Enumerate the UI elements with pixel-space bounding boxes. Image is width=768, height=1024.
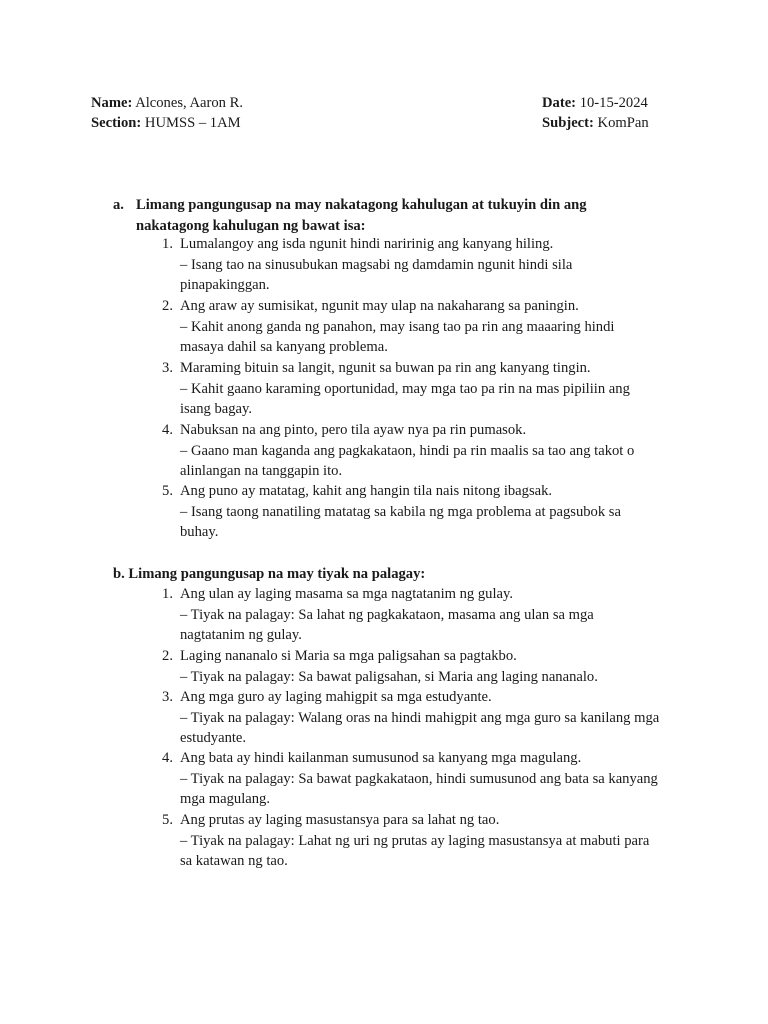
- item-meaning-line-1: – Isang taong nanatiling matatag sa kabila ng mga problema at pagsubok sa: [180, 503, 621, 520]
- item-number: 4.: [162, 750, 173, 766]
- section-label: Section:: [91, 115, 142, 131]
- part-a-title-line-2: nakatagong kahulugan ng bawat isa:: [136, 218, 366, 234]
- date-line: [542, 93, 648, 113]
- item-sentence: Ang araw ay sumisikat, ngunit may ulap na nakaharang sa paningin.: [180, 298, 579, 314]
- item-number: 4.: [162, 422, 173, 438]
- item-number: 1.: [162, 236, 173, 252]
- item-meaning-line-1: – Isang tao na sinusubukan magsabi ng damdamin ngunit hindi sila: [180, 256, 573, 273]
- item-meaning-line-2: mga magulang.: [180, 791, 270, 807]
- item-sentence: Ang prutas ay laging masustansya para sa lahat ng tao.: [180, 812, 500, 828]
- subject-value: KomPan: [597, 115, 649, 131]
- subject-line: [542, 113, 649, 133]
- part-a-title: [113, 195, 673, 237]
- item-meaning-line-2: buhay.: [180, 524, 219, 540]
- item-sentence: Lumalangoy ang isda ngunit hindi naririnig ang kanyang hiling.: [180, 236, 554, 252]
- item-meaning-line-2: pinapakinggan.: [180, 277, 270, 293]
- item-meaning-line-2: sa katawan ng tao.: [180, 853, 288, 869]
- part-b-title-text: b. Limang pangungusap na may tiyak na palagay:: [113, 566, 426, 582]
- item-sentence: Ang ulan ay laging masama sa mga nagtatanim ng gulay.: [180, 586, 513, 602]
- name-line: [91, 93, 243, 113]
- item-sentence: Nabuksan na ang pinto, pero tila ayaw nya pa rin pumasok.: [180, 422, 527, 438]
- item-meaning-line-1: – Tiyak na palagay: Sa bawat pagkakataon, hindi sumusunod ang bata sa kanyang: [180, 770, 658, 787]
- item-meaning-line-1: – Tiyak na palagay: Sa lahat ng pagkakataon, masama ang ulan sa mga: [180, 606, 594, 623]
- item-meaning-line-1: – Tiyak na palagay: Walang oras na hindi mahigpit ang mga guro sa kanilang mga: [180, 709, 660, 726]
- item-number: 3.: [162, 689, 173, 705]
- name-label: Name:: [91, 95, 133, 111]
- date-label: Date:: [542, 95, 577, 111]
- item-meaning-line-2: masaya dahil sa kanyang problema.: [180, 339, 388, 355]
- item-meaning-line-1: – Kahit anong ganda ng panahon, may isang tao pa rin ang maaaring hindi: [180, 318, 615, 335]
- item-meaning-line-1: – Kahit gaano karaming oportunidad, may mga tao pa rin na mas pipiliin ang: [180, 380, 630, 397]
- part-a-title-line-1: Limang pangungusap na may nakatagong kahulugan at tukuyin din ang: [136, 197, 587, 213]
- item-number: 1.: [162, 586, 173, 602]
- item-number: 3.: [162, 360, 173, 376]
- item-meaning-line-2: estudyante.: [180, 730, 247, 746]
- name-value: Alcones, Aaron R.: [135, 95, 244, 111]
- item-number: 5.: [162, 483, 173, 499]
- item-sentence: Ang mga guro ay laging mahigpit sa mga estudyante.: [180, 689, 492, 705]
- item-sentence: Maraming bituin sa langit, ngunit sa buwan pa rin ang kanyang tingin.: [180, 360, 591, 376]
- item-meaning-line-1: – Tiyak na palagay: Sa bawat paligsahan, si Maria ang laging nananalo.: [180, 668, 598, 685]
- item-meaning-line-1: – Tiyak na palagay: Lahat ng uri ng prutas ay laging masustansya at mabuti para: [180, 832, 650, 849]
- section-line: [91, 113, 241, 133]
- subject-label: Subject:: [542, 115, 594, 131]
- item-sentence: Ang puno ay matatag, kahit ang hangin tila nais nitong ibagsak.: [180, 483, 553, 499]
- item-number: 2.: [162, 298, 173, 314]
- item-number: 2.: [162, 648, 173, 664]
- item-meaning-line-2: isang bagay.: [180, 401, 252, 417]
- item-meaning-line-2: nagtatanim ng gulay.: [180, 627, 302, 643]
- item-sentence: Laging nananalo si Maria sa mga paligsahan sa pagtakbo.: [180, 648, 517, 664]
- part-b-title: [113, 564, 673, 585]
- item-sentence: Ang bata ay hindi kailanman sumusunod sa kanyang mga magulang.: [180, 750, 582, 766]
- date-value: 10-15-2024: [579, 95, 648, 111]
- item-number: 5.: [162, 812, 173, 828]
- item-meaning-line-2: alinlangan na tanggapin ito.: [180, 463, 343, 479]
- section-value: HUMSS – 1AM: [144, 115, 241, 131]
- item-meaning-line-1: – Gaano man kaganda ang pagkakataon, hindi pa rin maalis sa tao ang takot o: [180, 442, 635, 459]
- part-a-marker: a.: [113, 197, 124, 213]
